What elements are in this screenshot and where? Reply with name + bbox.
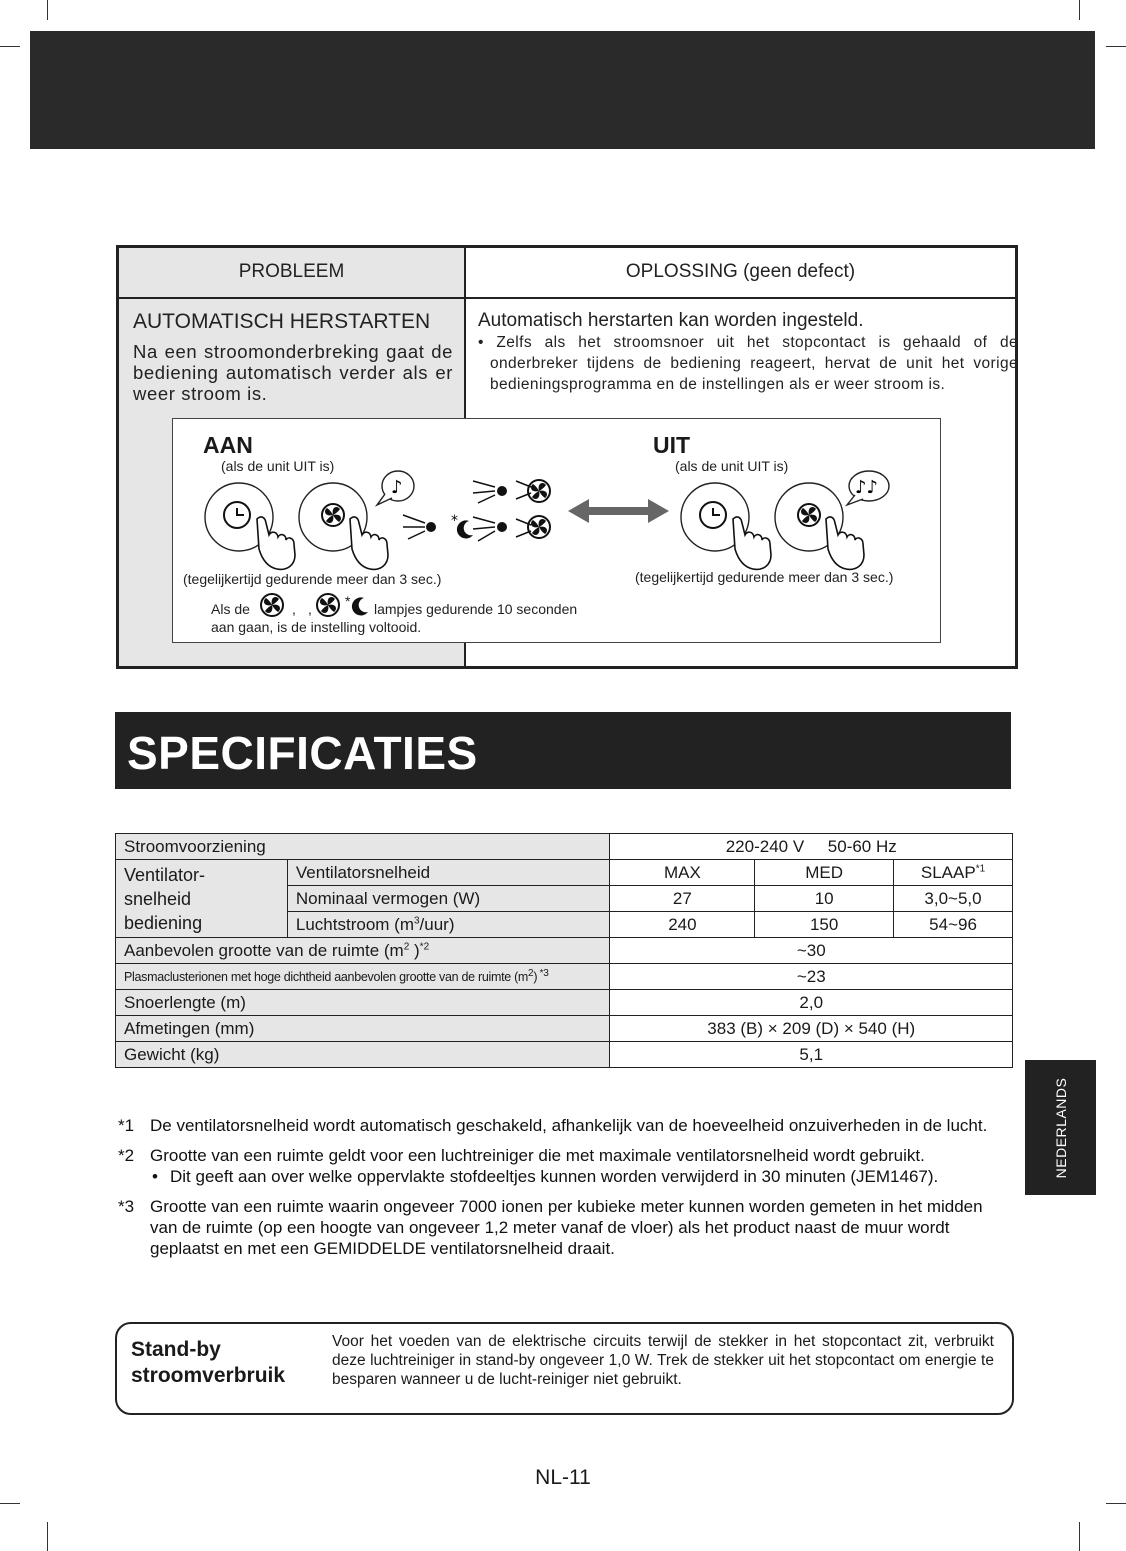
- fan-group-label: Ventilator-snelheid bediening: [116, 860, 288, 938]
- footnote-3: [118, 1196, 1010, 1259]
- crop-mark: [47, 1522, 48, 1551]
- dimensions-label: Afmetingen (mm): [116, 1016, 610, 1042]
- lamp-note-prefix: Als de: [211, 601, 250, 617]
- crop-mark: [1079, 0, 1080, 20]
- standby-title-line1: Stand-by: [131, 1338, 221, 1361]
- weight-value: 5,1: [610, 1042, 1013, 1068]
- table-row: [116, 990, 1013, 1016]
- plasma-label-sup: 2: [528, 968, 534, 980]
- airflow-label-sup: 3: [413, 914, 420, 926]
- dimensions-value: 383 (B) × 209 (D) × 540 (H): [610, 1016, 1013, 1042]
- svg-text:♪♪: ♪♪: [855, 477, 878, 498]
- language-tab: [1025, 1060, 1096, 1195]
- footnote-1-text: De ventilatorsnelheid wordt automatisch geschakeld, afhankelijk van de hoeveelheid onzuiverheden in de lucht.: [150, 1116, 988, 1135]
- footnote-3-text: Grootte van een ruimte waarin ongeveer 7000 ionen per kubieke meter kunnen worden gemeten in het midden van de ruimte (op een hoogte van ongeveer 1,2 meter vanaf de vloer) als het product naast de muur wordt geplaatst en met een GEMIDDELDE ventilatorsnelheid draait.: [150, 1197, 983, 1258]
- standby-box: [115, 1322, 1014, 1415]
- crop-mark: [0, 1503, 20, 1504]
- header-bar: [30, 31, 1095, 149]
- crop-mark: [47, 0, 48, 20]
- unit-off-note-on: (als de unit UIT is): [221, 458, 335, 474]
- col-sleep-sup: *1: [975, 862, 986, 874]
- plasma-label-text: Plasmaclusterionen met hoge dichtheid aanbevolen grootte van de ruimte (m: [124, 970, 529, 985]
- airflow-sleep: 54~96: [894, 912, 1013, 938]
- col-med: MED: [755, 860, 894, 886]
- cord-value: 2,0: [610, 990, 1013, 1016]
- room-label-sup: 2: [403, 940, 410, 952]
- footnote-2: [118, 1145, 1010, 1187]
- plasma-value: ~23: [610, 964, 1013, 990]
- rated-power-sleep: 3,0~5,0: [894, 886, 1013, 912]
- room-label-text: Aanbevolen grootte van de ruimte (m: [124, 940, 404, 960]
- svg-text:*: *: [451, 513, 458, 529]
- crop-mark: [1106, 1503, 1126, 1504]
- airflow-label-b: /uur): [419, 914, 455, 934]
- col-sleep: [894, 860, 1013, 886]
- footnote-2-mark: *2: [118, 1146, 135, 1165]
- lamp-note-sep-1: ,: [292, 601, 296, 617]
- auto-restart-illustration: [172, 418, 941, 643]
- problem-description: Na een stroomonderbreking gaat de bediening automatisch verder als er weer stroom is.: [133, 341, 453, 404]
- plasma-label: [116, 964, 610, 990]
- room-label-end: ): [409, 940, 420, 960]
- rated-power-max: 27: [610, 886, 755, 912]
- crop-mark: [1079, 1522, 1080, 1551]
- table-row: [116, 1016, 1013, 1042]
- table-row: [116, 1042, 1013, 1068]
- unit-off-note-off: (als de unit UIT is): [675, 458, 789, 474]
- weight-label: Gewicht (kg): [116, 1042, 610, 1068]
- room-label-note: *2: [419, 940, 430, 952]
- cord-label: Snoerlengte (m): [116, 990, 610, 1016]
- specifications-table: [115, 833, 1013, 1068]
- plasma-label-note: *3: [537, 968, 549, 980]
- crop-mark: [1106, 46, 1126, 47]
- power-value: [610, 834, 1013, 860]
- room-size-value: ~30: [610, 938, 1013, 964]
- plasma-label-end: ): [533, 970, 538, 985]
- airflow-max: 240: [610, 912, 755, 938]
- lamp-note-sep-2: ,: [308, 601, 312, 617]
- footnote-1: [118, 1115, 1010, 1136]
- power-value-text: 220-240 V 50-60 Hz: [725, 836, 897, 856]
- lamp-note-line2: aan gaan, is de instelling voltooid.: [211, 619, 422, 635]
- col-sleep-text: SLAAP: [920, 862, 976, 882]
- language-tab-label: NEDERLANDS: [1052, 1077, 1069, 1178]
- header-divider: [119, 297, 1015, 299]
- table-row: [116, 834, 1013, 860]
- airflow-med: 150: [755, 912, 894, 938]
- power-label: Stroomvoorziening: [116, 834, 610, 860]
- simultaneous-note-off: (tegelijkertijd gedurende meer dan 3 sec.): [635, 569, 894, 585]
- table-row: [116, 938, 1013, 964]
- col-max: MAX: [610, 860, 755, 886]
- lamp-note-suffix: lampjes gedurende 10 seconden: [374, 601, 578, 617]
- fan-speed-label: Ventilatorsnelheid: [287, 860, 610, 886]
- lamp-note-star: *: [345, 593, 351, 609]
- specifications-title: SPECIFICATIES: [127, 727, 478, 779]
- solution-title: Automatisch herstarten kan worden ingesteld.: [478, 310, 864, 331]
- simultaneous-note-on: (tegelijkertijd gedurende meer dan 3 sec.): [183, 571, 442, 587]
- room-size-label: [116, 938, 610, 964]
- header-solution: OPLOSSING (geen defect): [625, 261, 856, 282]
- footnote-2-sub: • Dit geeft aan over welke oppervlakte stofdeeltjes kunnen worden verwijderd in 30 minuten (JEM1467).: [150, 1166, 1010, 1187]
- standby-description: Voor het voeden van de elektrische circuits terwijl de stekker in het stopcontact zit, verbruikt deze luchtreiniger in stand-by ongeveer 1,0 W. Trek de stekker uit het stopcontact om energie te besparen wanneer u de lucht-reiniger niet gebruikt.: [332, 1333, 994, 1388]
- footnote-1-mark: *1: [118, 1116, 135, 1135]
- airflow-label-a: Luchtstroom (m: [295, 914, 414, 934]
- rated-power-label: Nominaal vermogen (W): [287, 886, 610, 912]
- airflow-label: [287, 912, 610, 938]
- specifications-heading: [115, 712, 1011, 789]
- svg-text:♪: ♪: [391, 477, 403, 498]
- footnote-2-text: Grootte van een ruimte geldt voor een luchtreiniger die met maximale ventilatorsnelheid wordt gebruikt.: [150, 1146, 925, 1165]
- standby-title-line2: stroomverbruik: [131, 1364, 286, 1387]
- solution-description: • Zelfs als het stroomsnoer uit het stopcontact is gehaald of de onderbreker tijdens de bediening reageert, hervat de unit het vorige bedieningsprogramma en de instellingen als er weer stroom is.: [478, 334, 1018, 393]
- standby-title: [131, 1337, 321, 1389]
- on-label: AAN: [203, 432, 253, 458]
- footnotes: [118, 1115, 1010, 1268]
- problem-title: AUTOMATISCH HERSTARTEN: [133, 310, 431, 333]
- off-label: UIT: [653, 432, 691, 458]
- rated-power-med: 10: [755, 886, 894, 912]
- footnote-3-mark: *3: [118, 1197, 135, 1216]
- table-row: [116, 964, 1013, 990]
- header-problem: PROBLEEM: [238, 261, 345, 282]
- page-number: NL-11: [535, 1466, 591, 1489]
- table-row: [116, 860, 1013, 886]
- crop-mark: [0, 46, 20, 47]
